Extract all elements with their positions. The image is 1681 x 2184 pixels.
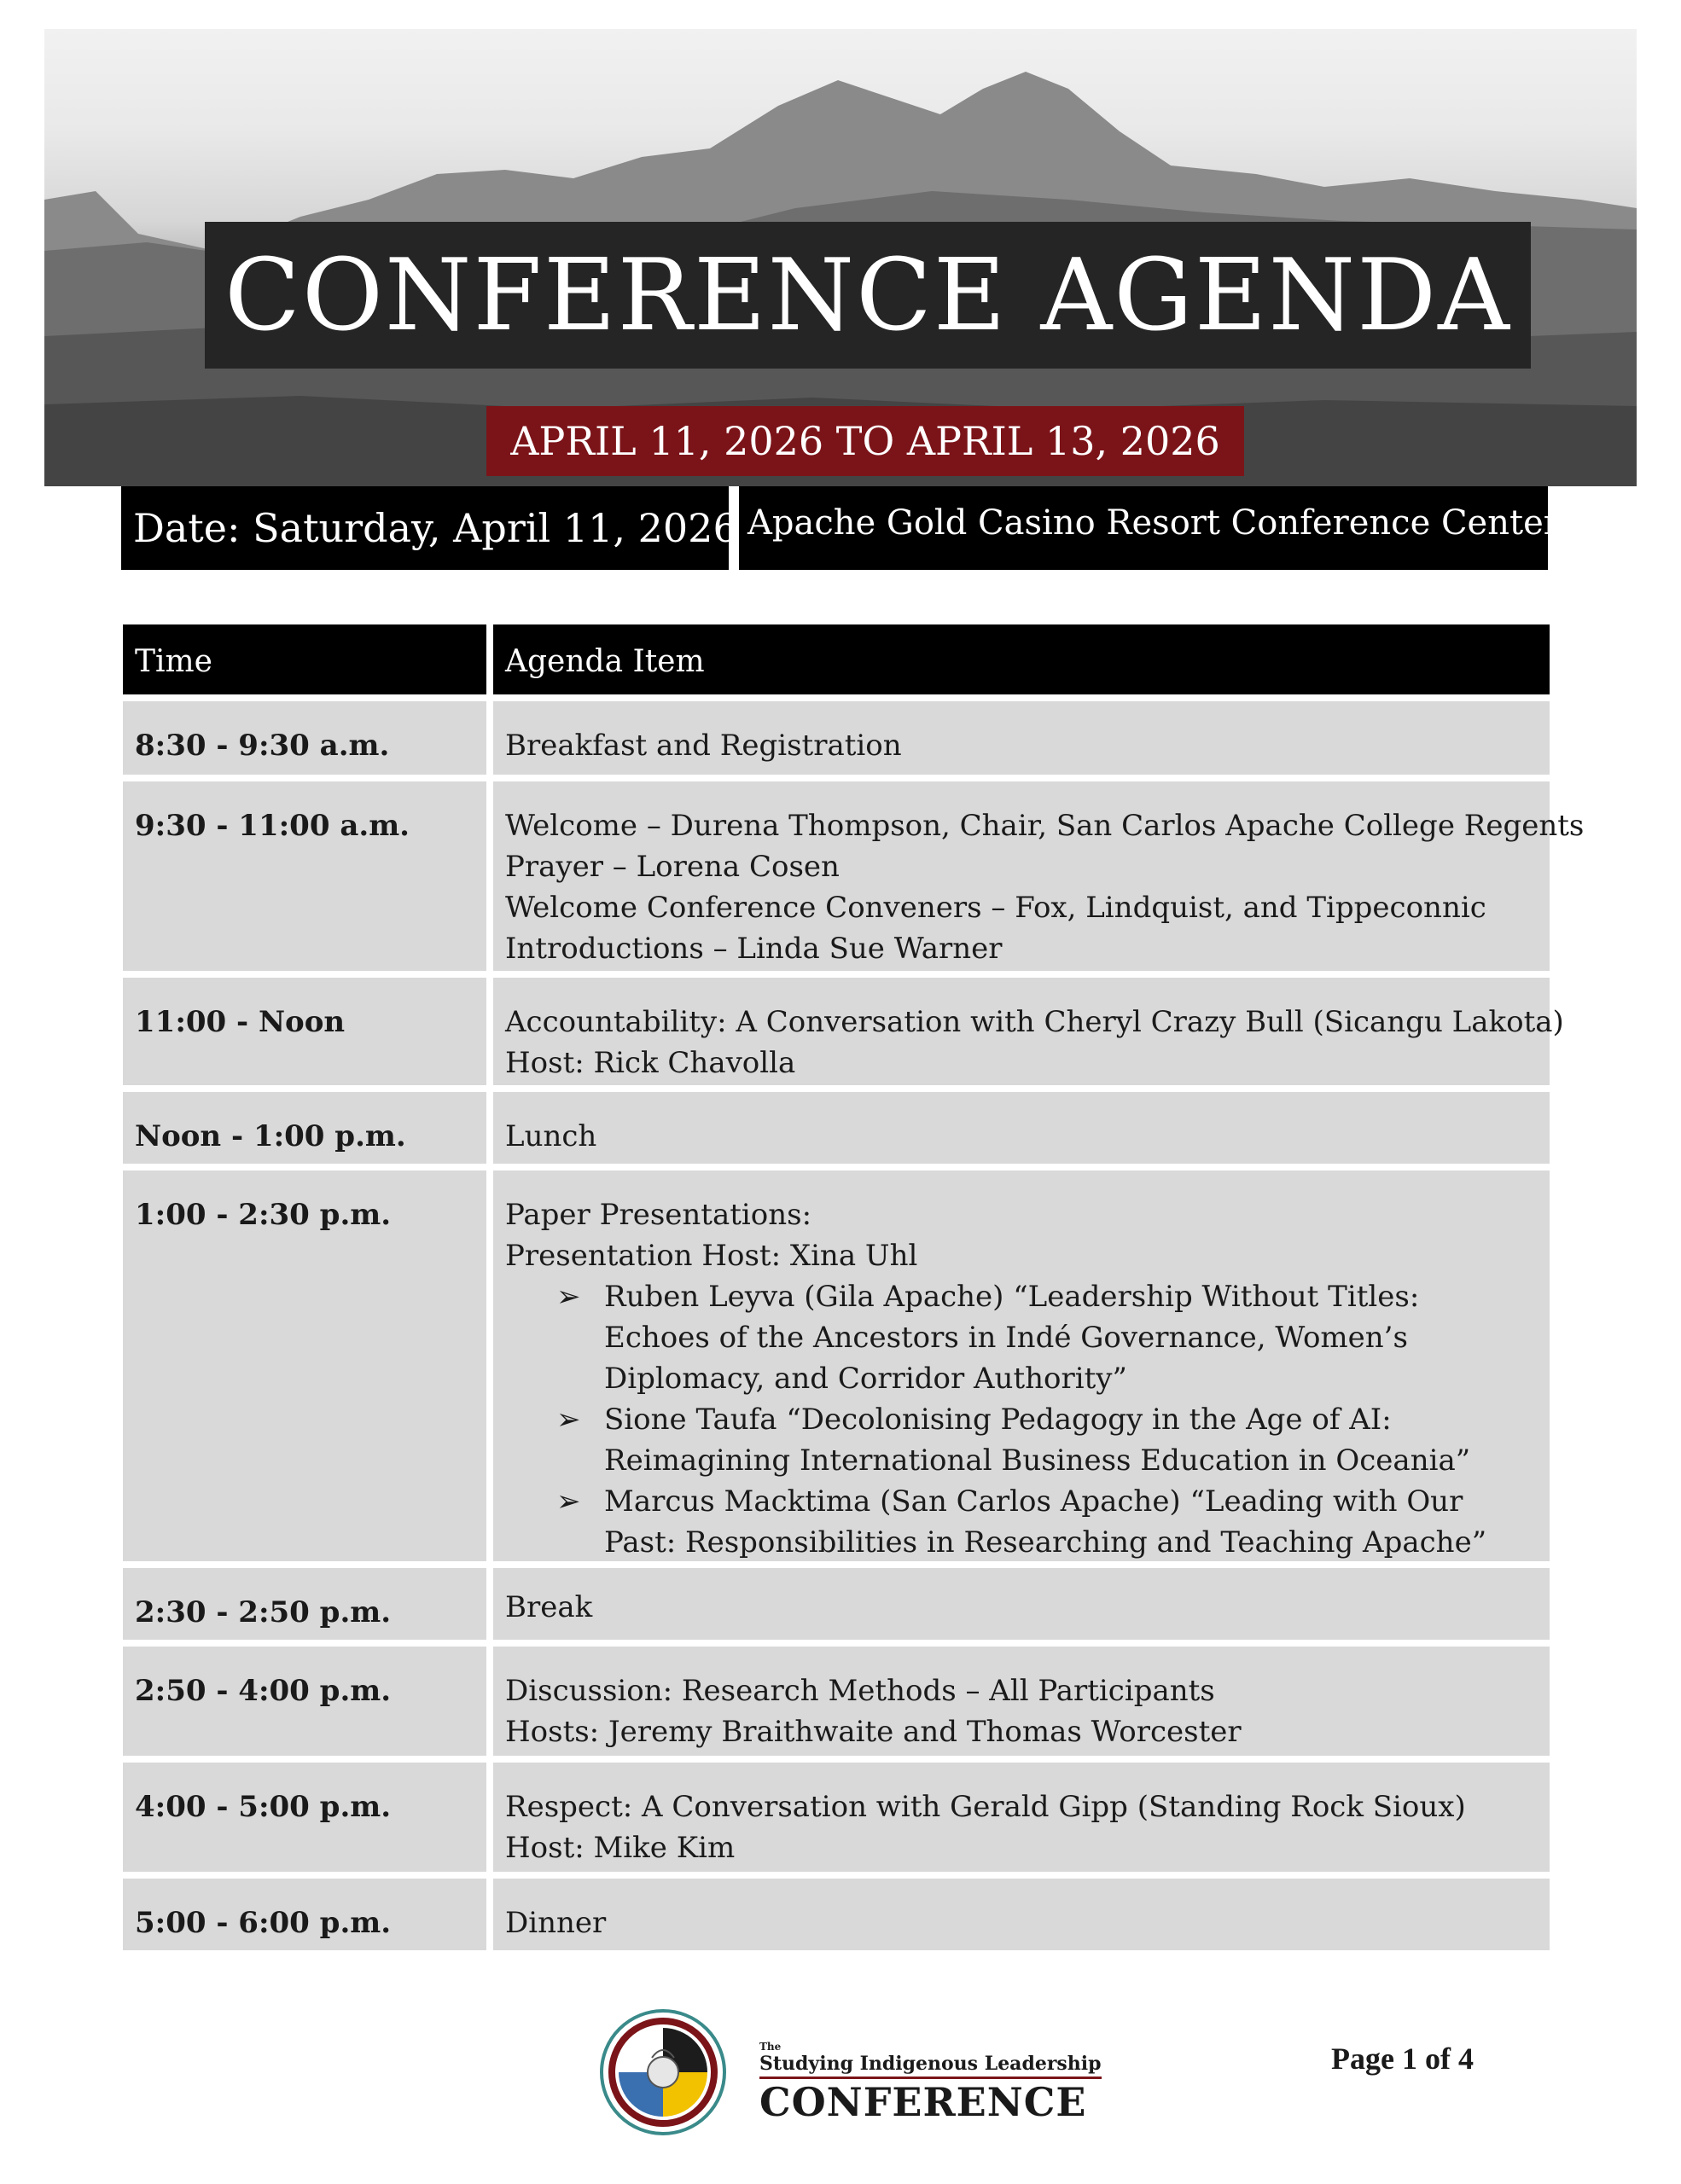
row-time: 1:00 - 2:30 p.m. xyxy=(123,1170,486,1561)
item-line: Lunch xyxy=(505,1119,597,1153)
row-time: 11:00 - Noon xyxy=(123,978,486,1085)
row-time: 4:00 - 5:00 p.m. xyxy=(123,1763,486,1872)
table-row xyxy=(123,978,1564,1085)
conference-brand xyxy=(759,2041,1102,2125)
arrow-bullet-icon: ➢ xyxy=(556,1484,581,1519)
banner-dates: APRIL 11, 2026 TO APRIL 13, 2026 xyxy=(486,406,1244,476)
brand-title: CONFERENCE xyxy=(759,2079,1087,2125)
table-row xyxy=(123,1879,1550,1950)
item-line: Discussion: Research Methods – All Participants xyxy=(505,1674,1215,1708)
item-line: Breakfast and Registration xyxy=(505,729,902,763)
row-time: 9:30 - 11:00 a.m. xyxy=(123,781,486,971)
row-item xyxy=(493,1647,1550,1756)
item-line: Welcome Conference Conveners – Fox, Lindquist, and Tippeconnic xyxy=(505,891,1486,925)
item-line: Respect: A Conversation with Gerald Gipp (Standing Rock Sioux) xyxy=(505,1790,1466,1824)
table-header-row xyxy=(123,624,1550,694)
row-item xyxy=(493,1763,1550,1872)
header-banner xyxy=(44,29,1637,486)
item-line: Welcome – Durena Thompson, Chair, San Carlos Apache College Regents xyxy=(505,809,1585,843)
presentation-text: Marcus Macktima (San Carlos Apache) “Leading with Our Past: Responsibilities in Researching and Teaching Apache” xyxy=(604,1484,1487,1560)
item-line: Prayer – Lorena Cosen xyxy=(505,850,840,884)
table-row xyxy=(123,1568,1550,1640)
item-line: Accountability: A Conversation with Cheryl Crazy Bull (Sicangu Lakota) xyxy=(505,1005,1564,1039)
table-row xyxy=(123,1647,1550,1756)
item-line: Presentation Host: Xina Uhl xyxy=(505,1239,918,1273)
college-seal-logo xyxy=(599,2008,727,2136)
item-line: Host: Rick Chavolla xyxy=(505,1046,796,1080)
row-time: 2:50 - 4:00 p.m. xyxy=(123,1647,486,1756)
row-item xyxy=(493,1568,1550,1640)
page-number: Page 1 of 4 xyxy=(1331,2042,1474,2076)
row-item xyxy=(493,701,1550,775)
item-line: Paper Presentations: xyxy=(505,1198,812,1232)
table-row xyxy=(123,781,1585,971)
header-agenda-item: Agenda Item xyxy=(493,624,1550,694)
row-item xyxy=(493,1170,1550,1561)
row-item xyxy=(493,1092,1550,1164)
table-row xyxy=(123,1763,1550,1872)
agenda-table xyxy=(123,624,1585,1957)
presentation-item xyxy=(556,1276,1538,1399)
presentation-text: Sione Taufa “Decolonising Pedagogy in the Age of AI: Reimagining International Business Education in Oceania” xyxy=(604,1403,1471,1478)
brand-subtitle: Studying Indigenous Leadership xyxy=(759,2053,1102,2079)
row-time: 8:30 - 9:30 a.m. xyxy=(123,701,486,775)
banner-title: CONFERENCE AGENDA xyxy=(205,222,1531,369)
row-time: 5:00 - 6:00 p.m. xyxy=(123,1879,486,1950)
row-item xyxy=(493,978,1564,1085)
presentation-item xyxy=(556,1481,1538,1563)
table-row xyxy=(123,701,1550,775)
item-line: Hosts: Jeremy Braithwaite and Thomas Worcester xyxy=(505,1715,1242,1749)
header-time: Time xyxy=(123,624,486,694)
row-time: 2:30 - 2:50 p.m. xyxy=(123,1568,486,1640)
item-line: Introductions – Linda Sue Warner xyxy=(505,932,1003,966)
presentation-text: Ruben Leyva (Gila Apache) “Leadership Without Titles: Echoes of the Ancestors in Indé Governance, Women’s Diplomacy, and Corridor Authority” xyxy=(604,1280,1420,1396)
item-line: Break xyxy=(505,1590,593,1624)
table-row xyxy=(123,1170,1550,1561)
item-line: Host: Mike Kim xyxy=(505,1831,736,1865)
row-time: Noon - 1:00 p.m. xyxy=(123,1092,486,1164)
arrow-bullet-icon: ➢ xyxy=(556,1403,581,1437)
arrow-bullet-icon: ➢ xyxy=(556,1280,581,1314)
event-venue: Apache Gold Casino Resort Conference Center xyxy=(739,486,1548,570)
event-date: Date: Saturday, April 11, 2026 xyxy=(121,486,729,570)
brand-the: The xyxy=(759,2041,782,2053)
row-item xyxy=(493,1879,1550,1950)
row-item xyxy=(493,781,1585,971)
table-row xyxy=(123,1092,1550,1164)
item-line: Dinner xyxy=(505,1906,607,1940)
presentation-item xyxy=(556,1399,1538,1481)
